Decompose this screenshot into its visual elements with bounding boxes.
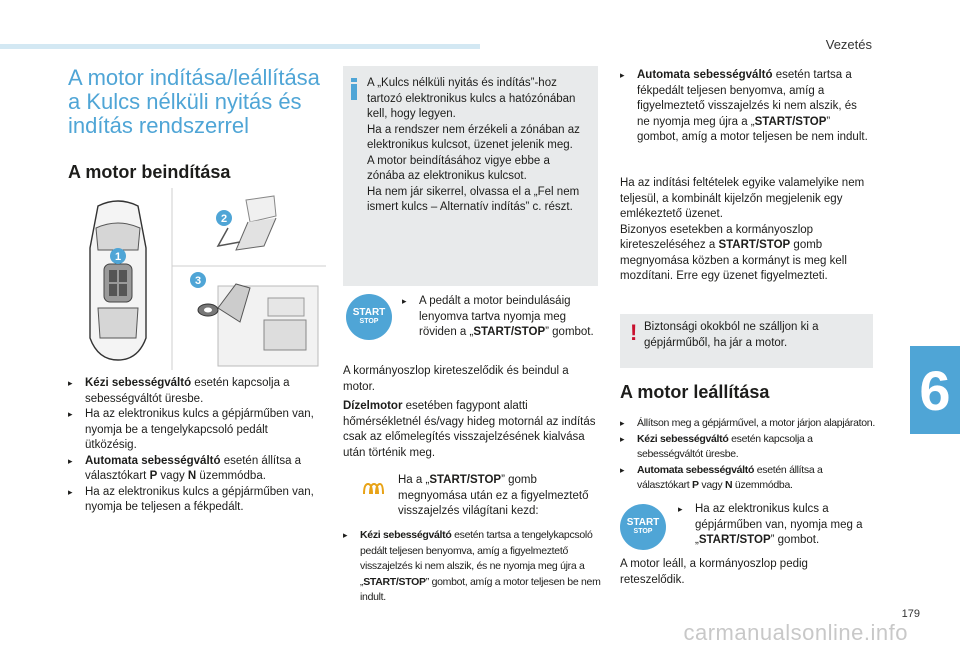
steering-text: A kormányoszlop kireteszelődik és beindul a motor. [343,365,569,393]
glow-warning-text: Ha a „START/STOP” gomb megnyomása után ez a figyelmeztető visszajelzés világítani kezd: [398,474,589,517]
list-item: ▸ Kézi sebességváltó esetén tartsa a tengelykapcsoló pedált teljesen benyomva, amíg a figyelmeztető visszajelzés ki nem alszik, és ne nyomja meg újra a „START/STOP” gombot, amíg a motor teljesen be nem indult. [343,528,601,606]
conditions-text: Ha az indítási feltételek egyike valamelyike nem teljesül, a kombinált kijelzőn megjelenik egy emlékeztető üzenet. Bizonyos esetekben a kormányoszlop kireteszeléséhez a START/STOP gomb megnyomása közben a kormányt is meg kell mozdítani. Erre egy üzenet figyelmezteti. [620,177,865,282]
callout-2: 2 [220,213,228,225]
list-item: ▸ A pedált a motor beindulásáig lenyomva tartva nyomja meg röviden a „START/STOP” gombot. [402,294,598,341]
list-item: ▸ Ha az elektronikus kulcs a gépjárműben van, nyomja be a tengelykapcsoló pedált ütközésig. [68,407,320,454]
chapter-tab: 6 [910,346,960,434]
warning-text: Biztonsági okokból ne szálljon ki a gépjárműből, ha jár a motor. [644,321,819,349]
manual-gearbox-step [343,528,601,606]
start-stop-button-icon: START STOP [620,504,666,550]
start-heading: A motor beindítása [68,162,231,182]
info-text-2: Ha a rendszer nem érzékeli a zónában az elektronikus kulcsot, üzenet jelenik meg. [367,123,580,151]
start-stop-button-icon: START STOP [346,294,392,340]
list-item: ▸ Ha az elektronikus kulcs a gépjárműben van, nyomja be teljesen a fékpedált. [68,485,320,516]
list-item: ▸ Állítson meg a gépjárművel, a motor járjon alapjáraton. [620,416,875,432]
list-item: ▸ Kézi sebességváltó esetén kapcsolja a sebességváltót üresbe. [68,376,320,407]
page-number: 179 [901,608,920,620]
watermark: carmanualsonline.info [683,620,908,645]
list-item: ▸ Automata sebességváltó esetén tartsa a fékpedált teljesen benyomva, amíg a figyelmeztető visszajelzés ki nem alszik, és ne nyomja meg újra a „START/STOP” gombot, amíg a motor teljesen be nem indult. [620,68,870,146]
callout-1: 1 [114,251,122,263]
info-icon [351,78,357,100]
list-item: ▸ Automata sebességváltó esetén állítsa a választókart P vagy N üzemmódba. [620,463,875,494]
start-steps-list [68,376,320,516]
info-text-4: Ha nem jár sikerrel, olvassa el a „Fel nem ismert kulcs – Alternatív indítás” c. részt. [367,185,580,213]
automatic-gearbox-step [620,68,870,146]
press-start-step [402,294,598,341]
info-text-1: A „Kulcs nélküli nyitás és indítás”-hoz tartozó elektronikus kulcs a hatózónában kell, hogy legyen. [367,77,576,120]
glow-plug-icon [362,482,384,496]
list-item: ▸ Automata sebességváltó esetén állítsa a választókart P vagy N üzemmódba. [68,454,320,485]
info-text-3: A motor beindításához vigye ebbe a zónába az elektronikus kulcsot. [367,154,550,182]
warning-box [620,314,873,368]
page-title: A motor indítása/leállítása a Kulcs nélküli nyitás és indítás rendszerrel [68,65,320,138]
exclamation-icon: ! [630,320,638,345]
info-box [343,66,598,286]
list-item: ▸ Kézi sebességváltó esetén kapcsolja a sebességváltót üresbe. [620,432,875,463]
press-stop-step [678,502,872,549]
figure-car-controls [68,188,326,370]
stop-steps-list [620,416,875,494]
stop-heading: A motor leállítása [620,382,770,402]
list-item: ▸ Ha az elektronikus kulcs a gépjárműben van, nyomja meg a „START/STOP” gombot. [678,502,872,549]
callout-3: 3 [194,275,202,287]
final-text: A motor leáll, a kormányoszlop pedig reteszelődik. [620,558,808,586]
diesel-text: Dízelmotor esetében fagypont alatti hőmérsékletnél és/vagy hideg motornál az indítás csak az előmelegítés visszajelzésének kialvása után történik meg. [343,400,596,459]
section-label: Vezetés [825,37,872,52]
header-bar [0,44,480,49]
